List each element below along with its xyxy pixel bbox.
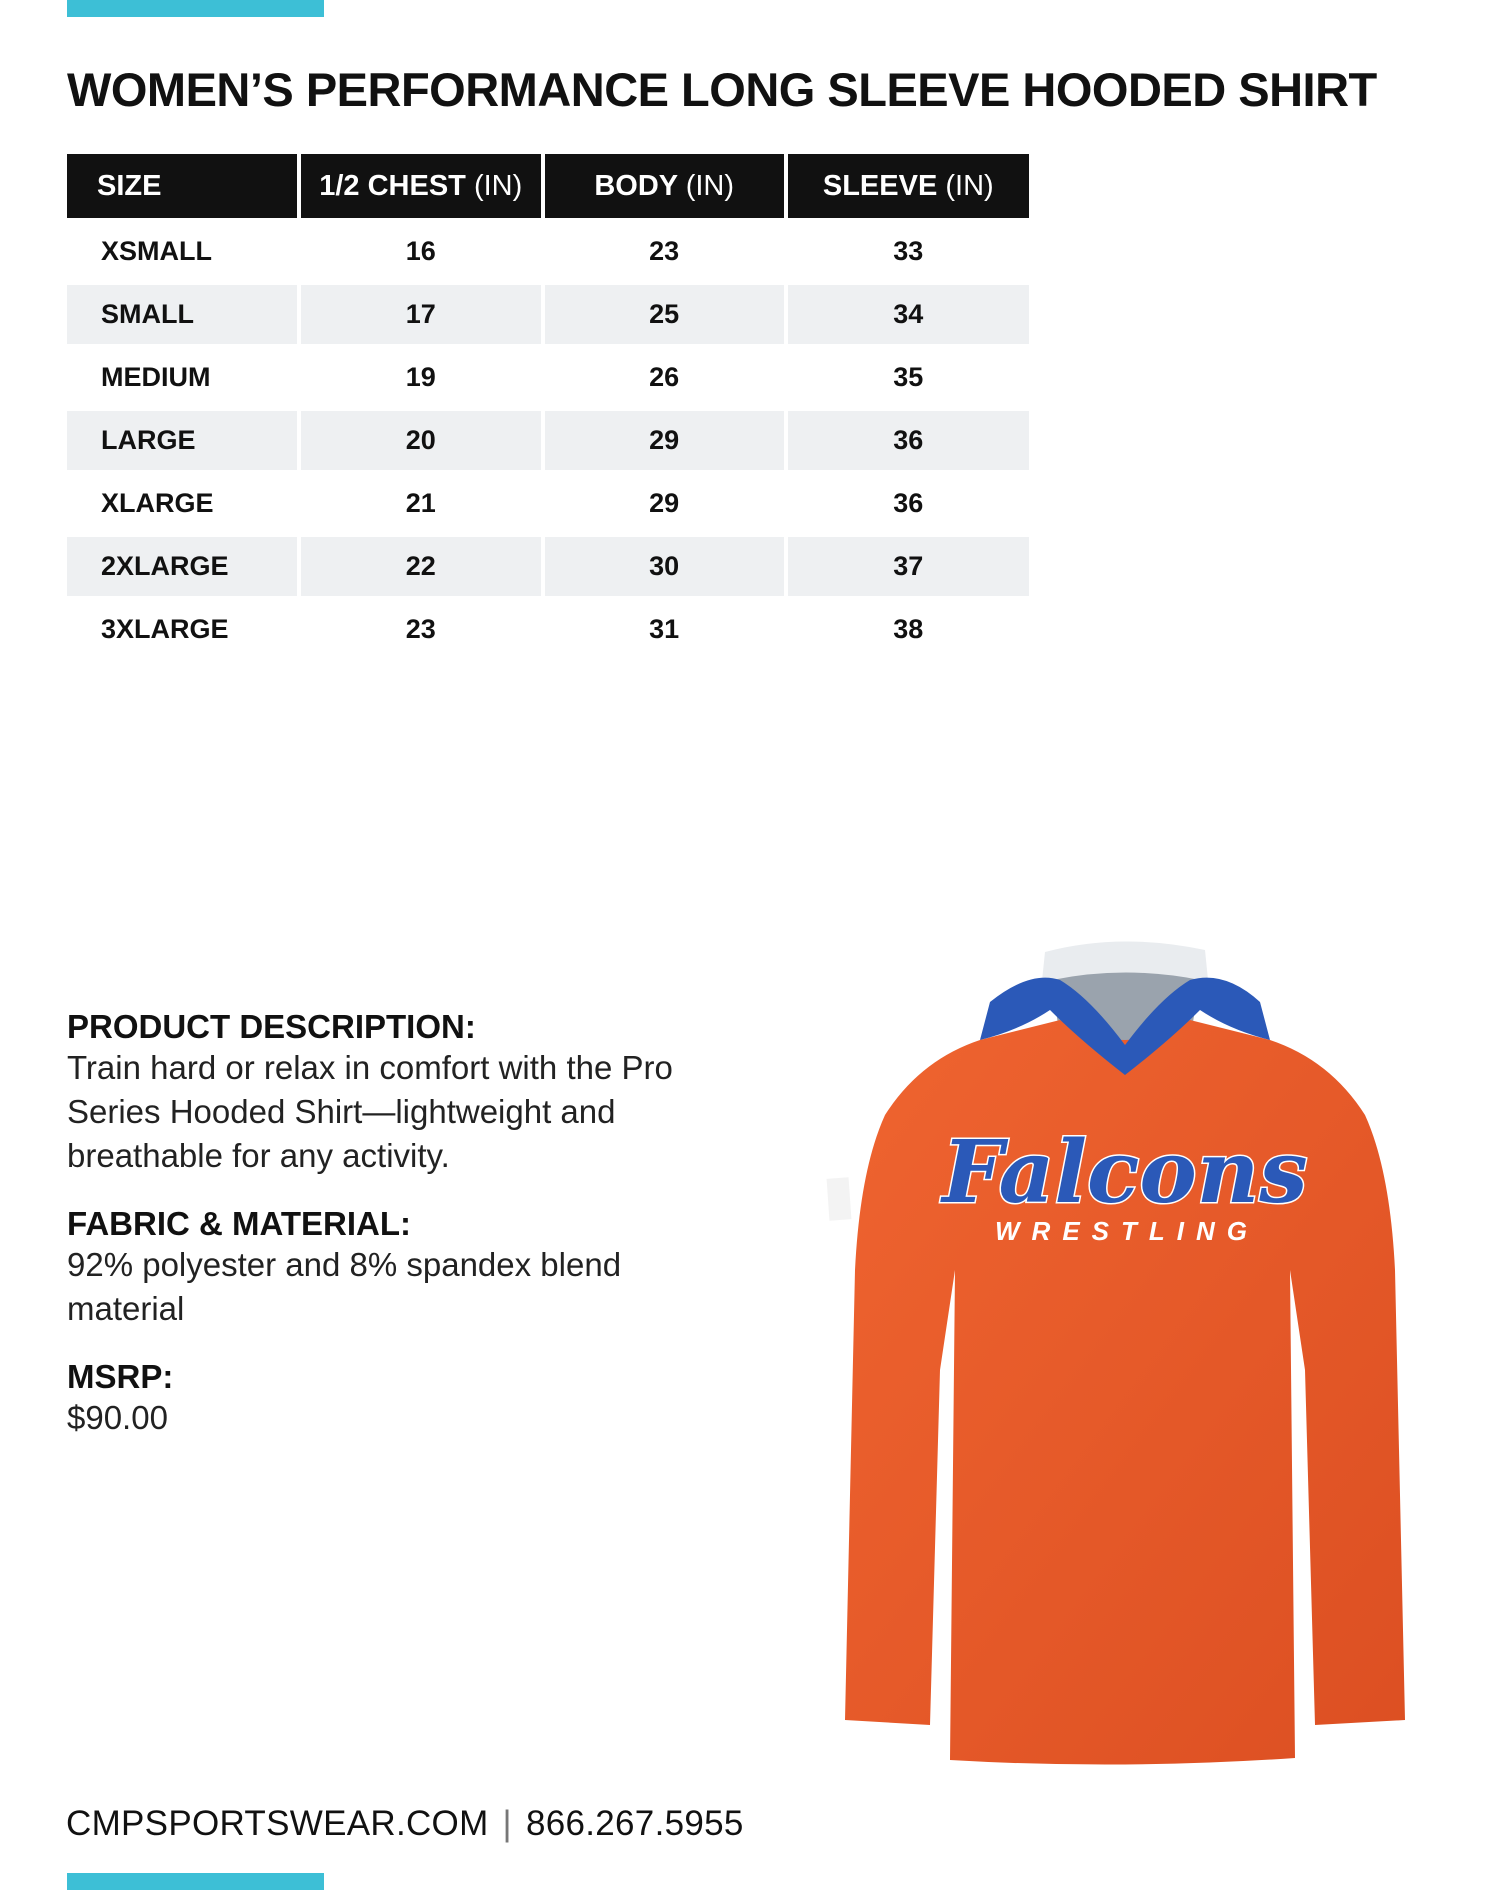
sub-text: WRESTLING — [995, 1216, 1259, 1246]
cell-chest: 21 — [301, 470, 541, 533]
cell-size: 3XLARGE — [67, 596, 297, 659]
cell-body: 29 — [545, 470, 784, 533]
cell-chest: 20 — [301, 407, 541, 470]
cell-chest: 16 — [301, 218, 541, 281]
msrp-value: $90.00 — [67, 1399, 168, 1436]
top-accent-bar — [67, 0, 324, 17]
header-size: SIZE — [67, 154, 297, 218]
cell-size: SMALL — [67, 281, 297, 344]
cell-sleeve: 37 — [788, 533, 1029, 596]
cell-sleeve: 34 — [788, 281, 1029, 344]
footer-website: CMPSPORTSWEAR.COM — [66, 1804, 489, 1843]
fabric-text: 92% polyester and 8% spandex blend material — [67, 1246, 622, 1327]
table-row — [67, 344, 1029, 407]
footer-phone: 866.267.5955 — [525, 1804, 744, 1843]
cell-chest: 19 — [301, 344, 541, 407]
cell-sleeve: 35 — [788, 344, 1029, 407]
msrp-section — [67, 1358, 767, 1440]
footer-contact — [66, 1804, 744, 1844]
cell-size: 2XLARGE — [67, 533, 297, 596]
table-row — [67, 218, 1029, 281]
cell-sleeve: 36 — [788, 407, 1029, 470]
cell-size: MEDIUM — [67, 344, 297, 407]
page-title: WOMEN’S PERFORMANCE LONG SLEEVE HOODED SHIRT — [67, 63, 1377, 116]
header-sleeve: SLEEVE (IN) — [788, 154, 1029, 218]
fabric-section — [67, 1205, 767, 1331]
msrp-heading: MSRP: — [67, 1358, 174, 1395]
product-description-section — [67, 1008, 767, 1178]
bottom-accent-bar — [67, 1873, 324, 1890]
product-description-heading: PRODUCT DESCRIPTION: — [67, 1008, 476, 1045]
cell-size: XLARGE — [67, 470, 297, 533]
cell-sleeve: 36 — [788, 470, 1029, 533]
size-chart-header-row — [67, 154, 1029, 218]
table-row — [67, 281, 1029, 344]
script-text: Falcons — [942, 1122, 1308, 1223]
cell-body: 23 — [545, 218, 784, 281]
table-row — [67, 407, 1029, 470]
cell-sleeve: 38 — [788, 596, 1029, 659]
cell-chest: 22 — [301, 533, 541, 596]
table-row — [67, 533, 1029, 596]
table-row — [67, 596, 1029, 659]
cell-size: XSMALL — [67, 218, 297, 281]
cell-chest: 23 — [301, 596, 541, 659]
header-chest: 1/2 CHEST (IN) — [301, 154, 541, 218]
cell-size: LARGE — [67, 407, 297, 470]
header-body: BODY (IN) — [545, 154, 784, 218]
product-image — [790, 940, 1460, 1770]
sleeve-tag — [827, 1177, 852, 1220]
cell-body: 26 — [545, 344, 784, 407]
cell-body: 31 — [545, 596, 784, 659]
cell-chest: 17 — [301, 281, 541, 344]
cell-sleeve: 33 — [788, 218, 1029, 281]
cell-body: 29 — [545, 407, 784, 470]
cell-body: 25 — [545, 281, 784, 344]
product-description-text: Train hard or relax in comfort with the Pro Series Hooded Shirt—lightweight and breathable for any activity. — [67, 1049, 673, 1174]
size-chart-table — [63, 154, 1033, 659]
table-row — [67, 470, 1029, 533]
fabric-heading: FABRIC & MATERIAL: — [67, 1205, 412, 1242]
footer-separator: | — [502, 1804, 512, 1843]
cell-body: 30 — [545, 533, 784, 596]
